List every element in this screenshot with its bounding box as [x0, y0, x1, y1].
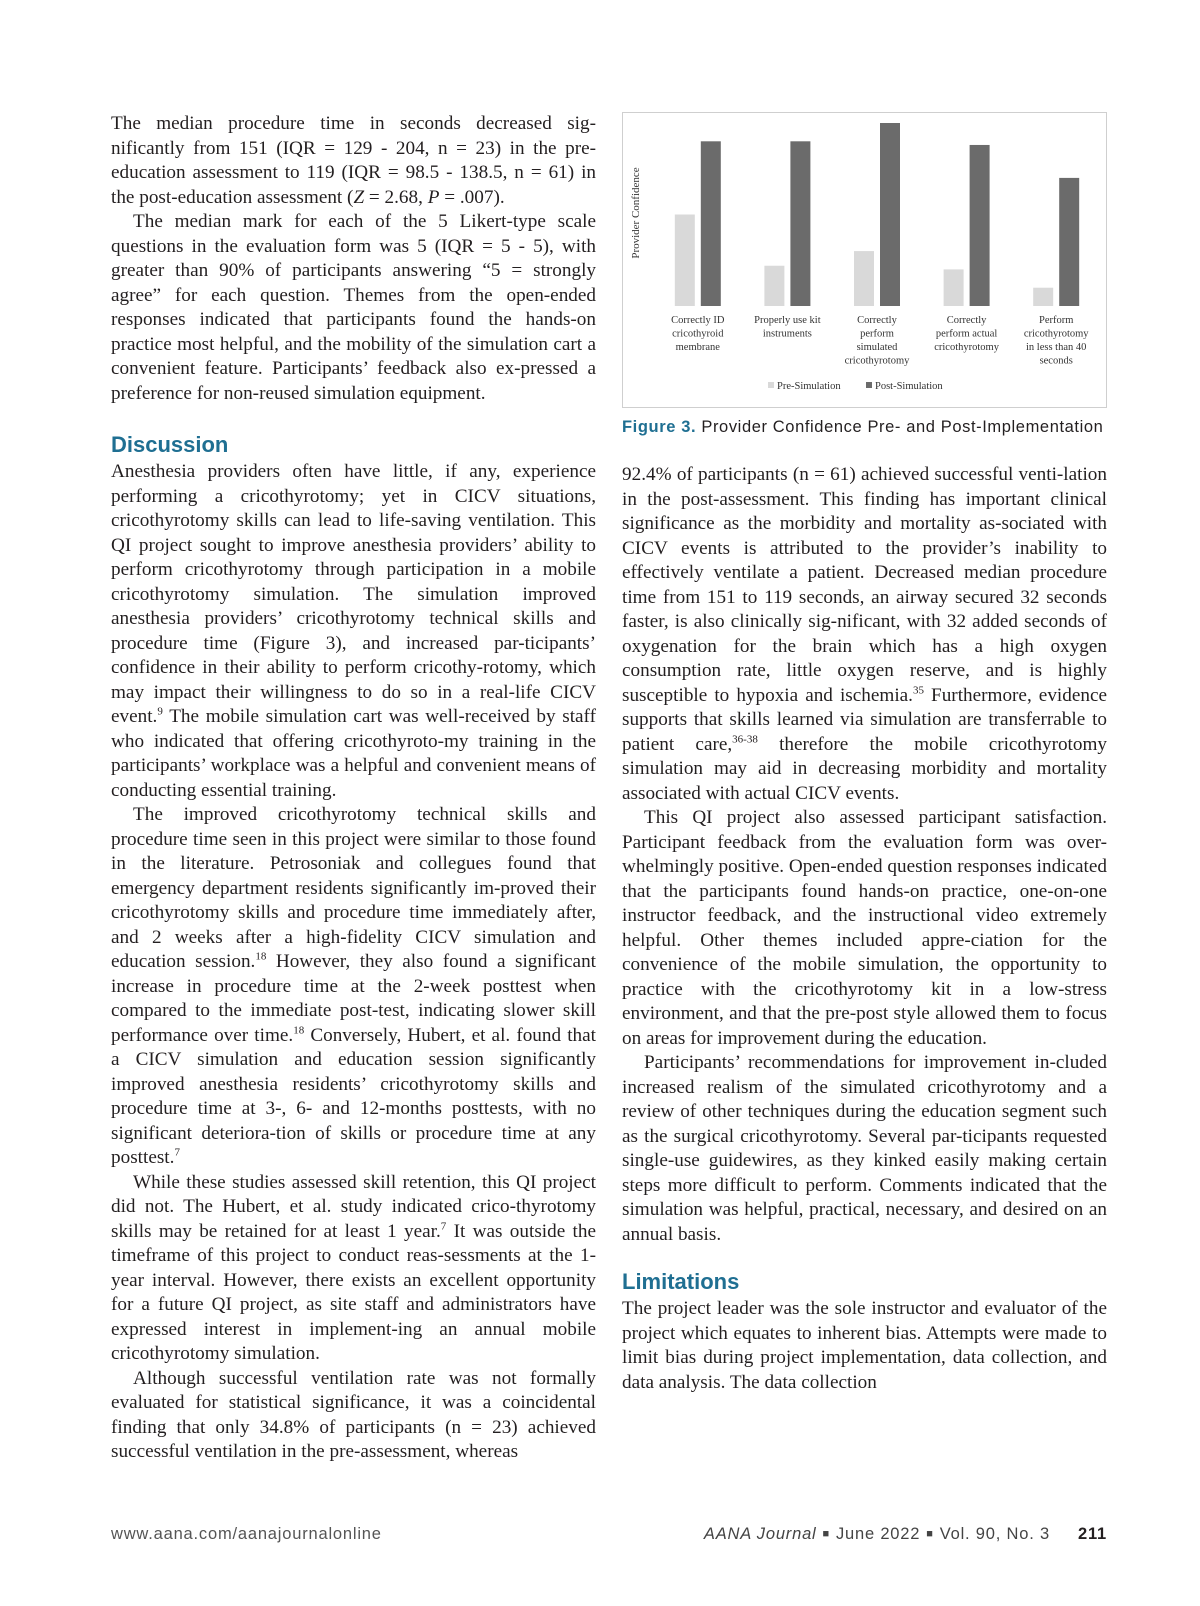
paragraph-likert: The median mark for each of the 5 Likert-type scale questions in the evaluation form was 5 (IQR = 5 - 5), with greater than 90% of participants answering “5 = strongly agree” for each question. Themes from the open-ended responses indicated that participants found the hands-on practice most helpful, and the mobility of the simulation cart a convenient feature. Participants’ feedback also ex-pressed a preference for non-reused simulation equipment. [111, 211, 596, 404]
paragraph-right-1: 92.4% of participants (n = 61) achieved successful venti-lation in the post-assessment. This finding has important clinical significance as the morbidity and mortality as-sociated with CICV events is attributed to the provider’s inability to effectively ventilate a patient. Decreased median procedure time from 151 to 119 seconds, an airway secured 32 seconds faster, is also clinically sig-nificant, with 32 added seconds of oxygenation for the brain which has a high oxygen consumption rate, little oxygen reserve, and is highly susceptible to hypoxia and ischemia.$^{35}$ Furthermore, evidence supports that skills learned via simulation are transferrable to patient care,$^{36-38}$ therefore the mobile cricothyrotomy simulation may aid in decreasing morbidity and mortality associated with actual CICV events. [622, 464, 1107, 804]
post-simulation-bar-3 [880, 123, 900, 306]
legend-swatch-post [866, 382, 872, 388]
post-simulation-bar-1 [701, 141, 721, 306]
y-axis-label: Provider Confidence [630, 167, 642, 259]
separator-square: ■ [926, 1528, 934, 1540]
paragraph-discussion-2: The improved cricothyrotomy technical skills and procedure time seen in this project were similar to those found in the literature. Petrosoniak and collegues found that emergency department residents significantly im-proved their cricothyrotomy skills and procedure time immediately after, and 2 weeks after a high-fidelity CICV simulation and education session.$^{18}$ However, they also found a significant increase in procedure time at the 2-week posttest when compared to the immediate post-test, indicating slower skill performance over time.$^{18}$ Conversely, Hubert, et al. found that a CICV simulation and education session significantly improved anesthesia residents’ cricothyrotomy skills and procedure time at 3-, 6- and 12-months posttests, with no significant deteriora-tion of skills or procedure time at any posttest.$^7$ [111, 804, 596, 1168]
journal-name: AANA Journal [703, 1525, 817, 1543]
separator-square: ■ [822, 1528, 830, 1540]
post-simulation-bar-2 [790, 141, 810, 306]
pre-simulation-bar-4 [944, 269, 964, 306]
paragraph-discussion-4: Although successful ventilation rate was not formally evaluated for statistical significance, it was a coincidental finding that only 34.8% of participants (n = 23) achieved successful ventilation in the pre-assessment, whereas [111, 1367, 596, 1462]
footer-url: www.aana.com/aanajournalonline [111, 1525, 382, 1543]
paragraph-right-3: Participants’ recommendations for improvement in-cluded increased realism of the simulated cricothyrotomy and a review of other techniques during the education segment such as the surgical cricothyrotomy. Several par-ticipants requested single-use guidewires, as they kinked easily making certain steps more difficult to perform. Comments indicated that the simulation was helpful, practical, necessary, and desired on an annual basis. [622, 1052, 1107, 1245]
category-label-5: Perform cricothyrotomy in less than 40 seconds [1023, 315, 1089, 367]
figure-3-chart [622, 112, 1107, 408]
right-column [622, 112, 1107, 1395]
category-label-2: Properly use kit instruments [754, 315, 821, 340]
page-footer [111, 1525, 1107, 1551]
page-number: 211 [1077, 1525, 1107, 1543]
discussion-heading: Discussion [111, 432, 229, 457]
pre-simulation-bar-1 [675, 215, 695, 307]
paragraph-discussion-1: Anesthesia providers often have little, if any, experience performing a cricothyrotomy; yet in CICV situations, cricothyrotomy skills can lead to life-saving ventilation. This QI project sought to improve anesthesia providers’ ability to perform cricothyrotomy through participation in a mobile cricothyrotomy simulation. The simulation improved anesthesia providers’ cricothyrotomy technical skills and procedure time (Figure 3), and increased par-ticipants’ confidence in their ability to perform cricothy-rotomy, which may impact their willingness to do so in a real-life CICV event.$^9$ The mobile simulation cart was well-received by staff who indicated that offering cricothyroto-my training in the participants’ workplace was a helpful and convenient means of conducting essential training. [111, 461, 596, 801]
paragraph-procedure-time: The median procedure time in seconds decreased sig- nificantly from 151 (IQR = 129 - 204, n = 23) in the pre-education assessment to 119 (IQR = 98.5 - 138.5, n = 61) in the post-education assessment (Z = 2.68, P = .007). [111, 113, 597, 208]
figure-label: Figure 3. [622, 418, 697, 436]
category-label-4: Correctly perform actual cricothyrotomy [934, 315, 999, 353]
legend-swatch-pre [768, 382, 774, 388]
post-simulation-bar-5 [1059, 178, 1079, 306]
post-simulation-bar-4 [970, 145, 990, 306]
pre-simulation-bar-2 [764, 266, 784, 306]
paragraph-right-2: This QI project also assessed participant satisfaction. Participant feedback from the evaluation form was over-whelmingly positive. Open-ended question responses indicated that the participants found hands-on practice, one-on-one instructor feedback, and the instructional video extremely helpful. Other themes included appre-ciation for the convenience of the mobile simulation, the opportunity to practice with the cricothyrotomy kit in a low-stress environment, and that the pre-post style allowed them to focus on areas for improvement during the education. [622, 807, 1107, 1049]
volume-issue: Vol. 90, No. 3 [939, 1525, 1050, 1543]
issue-date: June 2022 [835, 1525, 921, 1543]
category-label-1: Correctly ID cricothyroid membrane [671, 315, 725, 353]
paragraph-discussion-3: While these studies assessed skill retention, this QI project did not. The Hubert, et al. study indicated crico-thyrotomy skills may be retained for at least 1 year.$^7$ It was outside the timeframe of this project to conduct reas-sessments at the 1-year interval. However, there exists an excellent opportunity for a future QI project, as site staff and administrators have expressed interest in implement-ing an annual mobile cricothyrotomy simulation. [111, 1171, 596, 1364]
legend-label-post: Post-Simulation [875, 381, 943, 392]
figure-caption [622, 416, 1107, 439]
category-label-3: Correctly perform simulated cricothyrotomy [844, 315, 910, 367]
bar-chart [623, 113, 1106, 407]
limitations-heading: Limitations [622, 1269, 740, 1294]
footer-citation [704, 1525, 1107, 1544]
paragraph-limitations: The project leader was the sole instructor and evaluator of the project which equates to inherent bias. Attempts were made to limit bias during project implementation, data collection, and data analysis. The data collection [622, 1298, 1107, 1393]
pre-simulation-bar-5 [1033, 288, 1053, 306]
left-column [111, 112, 596, 1465]
pre-simulation-bar-3 [854, 251, 874, 306]
figure-title: Provider Confidence Pre- and Post-Implementation [701, 418, 1104, 436]
legend-label-pre: Pre-Simulation [777, 381, 841, 392]
